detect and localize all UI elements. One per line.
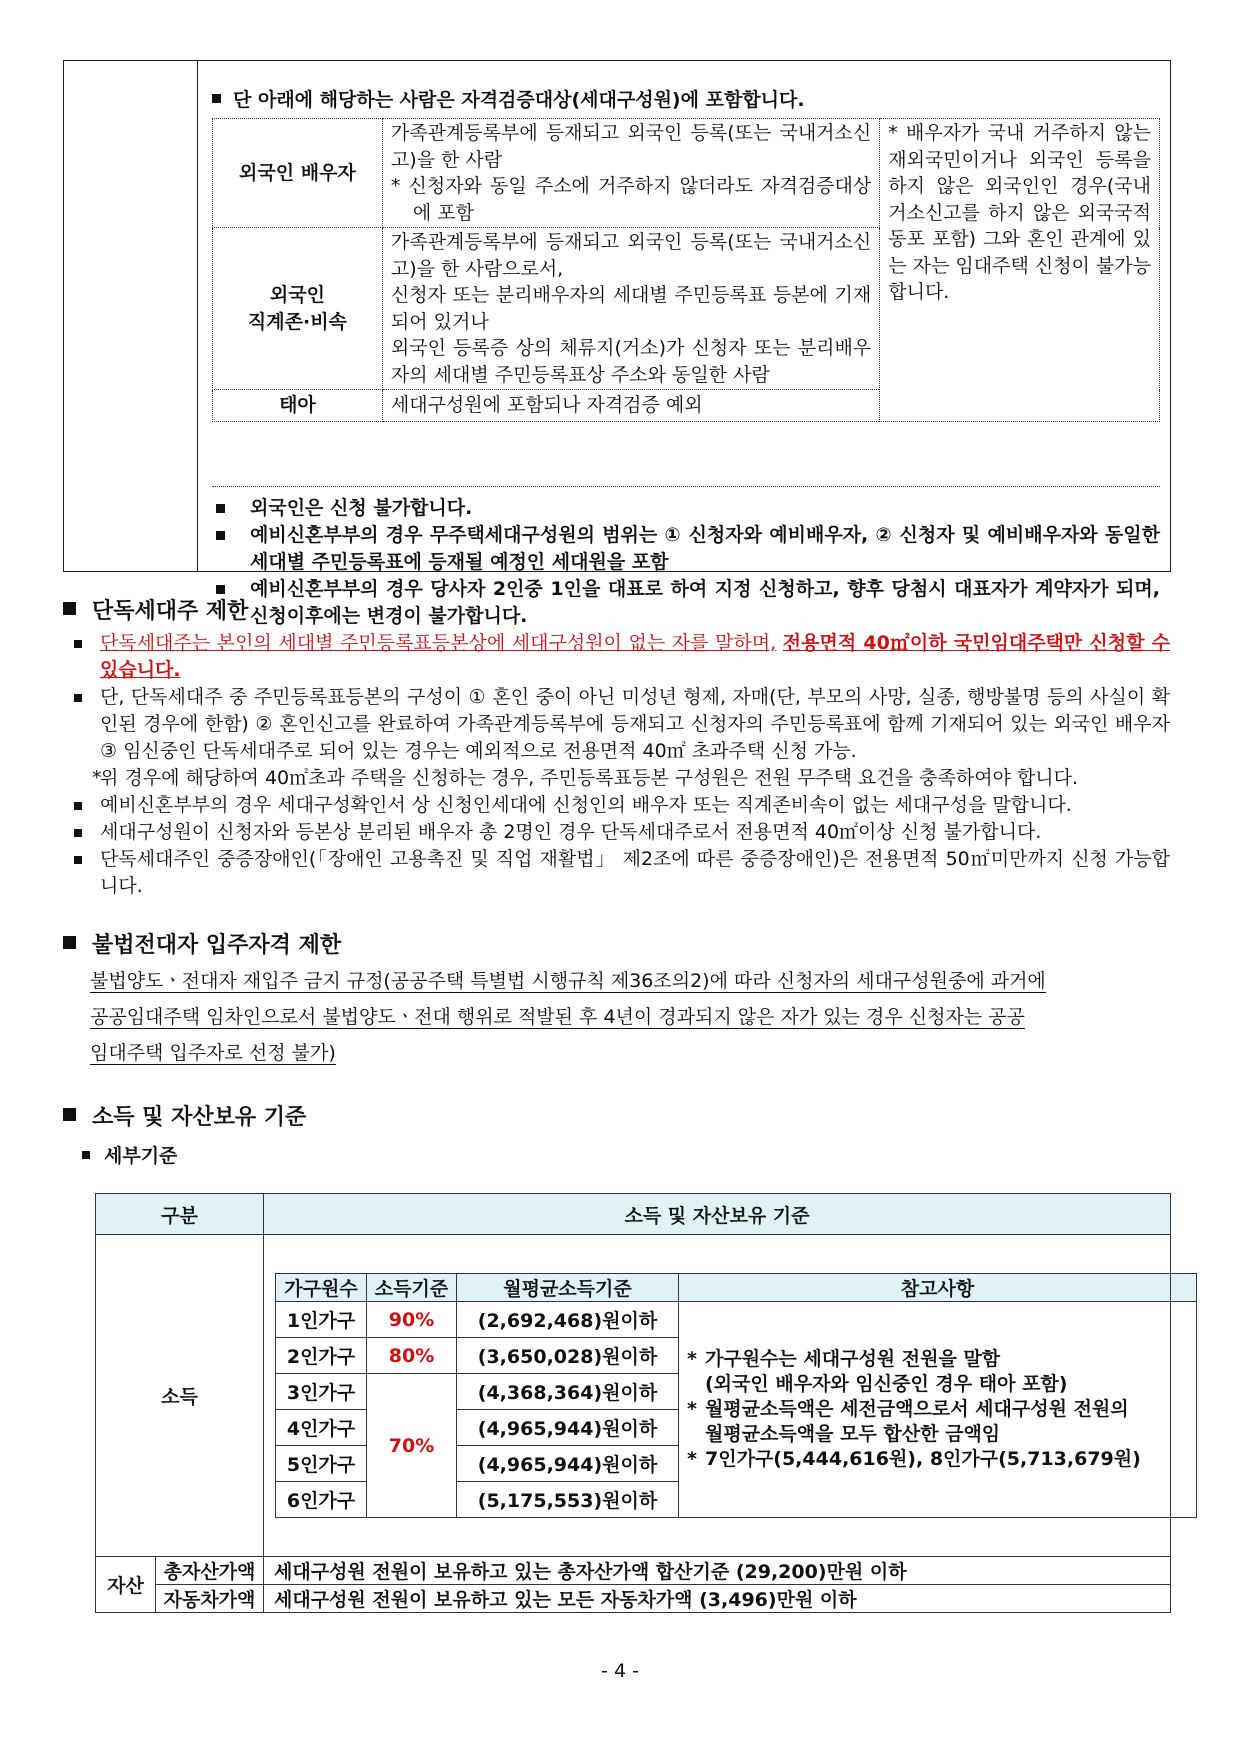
household-size: 6인가구	[276, 1482, 367, 1518]
header-standard: 소득 및 자산보유 기준	[264, 1194, 1171, 1235]
income-ratio: 70%	[367, 1374, 457, 1518]
square-bullet-icon	[74, 802, 82, 810]
list-item: 단독세대주는 본인의 세대별 주민등록표등본상에 세대구성원이 없는 자를 말하며, 전용면적 40㎡이하 국민임대주택만 신청할 수 있습니다.	[70, 630, 1170, 684]
table-header-row	[96, 1194, 1171, 1235]
list-item: 예비신혼부부의 경우 무주택세대구성원의 범위는 ① 신청자와 예비배우자, ② 신청자 및 예비배우자와 동일한 세대별 주민등록표에 등재될 예정인 세대원을 포함	[212, 522, 1160, 576]
square-heading-icon	[63, 1108, 76, 1121]
square-heading-icon	[63, 936, 76, 949]
header-notes: 참고사항	[679, 1274, 1197, 1302]
income-amount: (4,965,944)원이하	[457, 1446, 679, 1482]
section-heading-income-asset: 소득 및 자산보유 기준	[63, 1100, 306, 1131]
subheading-detail-criteria: 세부기준	[82, 1141, 177, 1168]
box-left-column	[64, 61, 198, 571]
box-bullet-list	[212, 486, 1160, 630]
section-heading-single-household: 단독세대주 제한	[63, 594, 248, 625]
income-ratio: 90%	[367, 1302, 457, 1338]
square-bullet-icon	[74, 829, 82, 837]
square-bullet-icon	[212, 94, 221, 103]
household-size: 4인가구	[276, 1410, 367, 1446]
household-size: 3인가구	[276, 1374, 367, 1410]
header-monthly-income: 월평균소득기준	[457, 1274, 679, 1302]
income-ratio: 80%	[367, 1338, 457, 1374]
list-item: * 위 경우에 해당하여 40㎡초과 주택을 신청하는 경우, 주민등록표등본 구성원은 전원 무주택 요건을 충족하여야 합니다.	[70, 765, 1170, 792]
header-income-ratio: 소득기준	[367, 1274, 457, 1302]
list-item: 외국인은 신청 불가합니다.	[212, 495, 1160, 522]
square-bullet-icon	[216, 585, 225, 594]
description-cell: 세대구성원에 포함되나 자격검증 예외	[382, 390, 879, 422]
square-bullet-icon	[82, 1151, 90, 1159]
total-asset-label: 총자산가액	[156, 1557, 264, 1585]
income-label: 소득	[96, 1235, 264, 1557]
list-item: 단독세대주인 중증장애인(「장애인 고용촉진 및 직업 재활법」 제2조에 따른 중증장애인)은 전용면적 50㎡미만까지 신청 가능합니다.	[70, 846, 1170, 900]
income-amount: (2,692,468)원이하	[457, 1302, 679, 1338]
income-asset-table	[95, 1193, 1171, 1613]
square-bullet-icon	[216, 504, 225, 513]
intro-line: 단 아래에 해당하는 사람은 자격검증대상(세대구성원)에 포함합니다.	[212, 85, 805, 112]
list-item: 단, 단독세대주 중 주민등록표등본의 구성이 ① 혼인 중이 아닌 미성년 형제, 자매(단, 부모의 사망, 실종, 행방불명 등의 사실이 확인된 경우에 한함) ② 혼인신고를 완료하여 가족관계등록부에 등재되고 신청자의 주민등록표에 함께 기재되어 있는 외국인 배우자 ③ 임신중인 단독세대주로 되어 있는 경우는 예외적으로 전용면적 40㎡ 초과주택 신청 가능.	[70, 684, 1170, 765]
category-foreign-spouse: 외국인 배우자	[213, 119, 383, 228]
income-row	[96, 1235, 1171, 1557]
table-row	[213, 119, 1160, 228]
description-cell: 가족관계등록부에 등재되고 외국인 등록(또는 국내거소신고)을 한 사람 * 신청자와 동일 주소에 거주하지 않더라도 자격검증대상에 포함	[382, 119, 879, 228]
square-heading-icon	[63, 602, 76, 615]
table-row	[276, 1302, 1197, 1338]
list-item: 예비신혼부부의 경우 세대구성확인서 상 신청인세대에 신청인의 배우자 또는 직계존비속이 없는 세대구성을 말합니다.	[70, 792, 1170, 819]
single-household-list	[70, 630, 1170, 900]
total-asset-text: 세대구성원 전원이 보유하고 있는 총자산가액 합산기준 (29,200)만원 이하	[264, 1557, 1171, 1585]
square-bullet-icon	[74, 694, 82, 702]
income-detail-cell	[264, 1235, 1171, 1557]
household-member-table	[212, 118, 1160, 422]
household-size: 5인가구	[276, 1446, 367, 1482]
car-value-label: 자동차가액	[156, 1585, 264, 1613]
car-value-text: 세대구성원 전원이 보유하고 있는 모든 자동차가액 (3,496)만원 이하	[264, 1585, 1171, 1613]
asset-label: 자산	[96, 1557, 156, 1613]
square-bullet-icon	[216, 531, 225, 540]
section-heading-illegal-transfer: 불법전대자 입주자격 제한	[63, 928, 341, 959]
page-number: - 4 -	[601, 1660, 639, 1682]
list-item: 세대구성원이 신청자와 등본상 분리된 배우자 총 2명인 경우 단독세대주로서 전용면적 40㎡이상 신청 불가합니다.	[70, 819, 1170, 846]
notes-cell: * 가구원수는 세대구성원 전원을 말함 (외국인 배우자와 임신중인 경우 태아 포함) * 월평균소득액은 세전금액으로서 세대구성원 전원의 월평균소득액을 모두 합산한 금액임 * 7인가구(5,444,616원), 8인가구(5,713,679원)	[679, 1302, 1197, 1518]
category-fetus: 태아	[213, 390, 383, 422]
inner-header-row	[276, 1274, 1197, 1302]
household-size: 1인가구	[276, 1302, 367, 1338]
income-amount: (3,650,028)원이하	[457, 1338, 679, 1374]
header-household-size: 가구원수	[276, 1274, 367, 1302]
asset-row-car	[96, 1585, 1171, 1613]
square-bullet-icon	[74, 640, 82, 648]
square-bullet-icon	[74, 856, 82, 864]
asset-row-total	[96, 1557, 1171, 1585]
income-criteria-table	[275, 1273, 1197, 1518]
household-size: 2인가구	[276, 1338, 367, 1374]
category-foreign-lineal: 외국인 직계존·비속	[213, 228, 383, 390]
illegal-transfer-paragraph: 불법양도ㆍ전대자 재입주 금지 규정(공공주택 특별법 시행규칙 제36조의2)에 따라 신청자의 세대구성원중에 과거에 공공임대주택 임차인으로서 불법양도ㆍ전대 행위로 적발된 후 4년이 경과되지 않은 자가 있는 경우 신청자는 공공 임대주택 입주자로 선정 불가)	[90, 970, 1046, 1064]
income-amount: (4,368,364)원이하	[457, 1374, 679, 1410]
list-item: 예비신혼부부의 경우 당사자 2인중 1인을 대표로 하여 지정 신청하고, 향후 당첨시 대표자가 계약자가 되며, 신청이후에는 변경이 불가합니다.	[212, 576, 1160, 630]
header-category: 구분	[96, 1194, 264, 1235]
income-amount: (4,965,944)원이하	[457, 1410, 679, 1446]
side-note: * 배우자가 국내 거주하지 않는 재외국민이거나 외국인 등록을 하지 않은 외국인인 경우(국내거소신고를 하지 않은 외국국적동포 포함) 그와 혼인 관계에 있는 자는 임대주택 신청이 불가능합니다.	[880, 119, 1160, 422]
asterisk-icon: *	[92, 767, 102, 789]
income-amount: (5,175,553)원이하	[457, 1482, 679, 1518]
description-cell: 가족관계등록부에 등재되고 외국인 등록(또는 국내거소신고)을 한 사람으로서, 신청자 또는 분리배우자의 세대별 주민등록표 등본에 기재되어 있거나 외국인 등록증 상의 체류지(거소)가 신청자 또는 분리배우자의 세대별 주민등록표상 주소와 동일한 사람	[382, 228, 879, 390]
